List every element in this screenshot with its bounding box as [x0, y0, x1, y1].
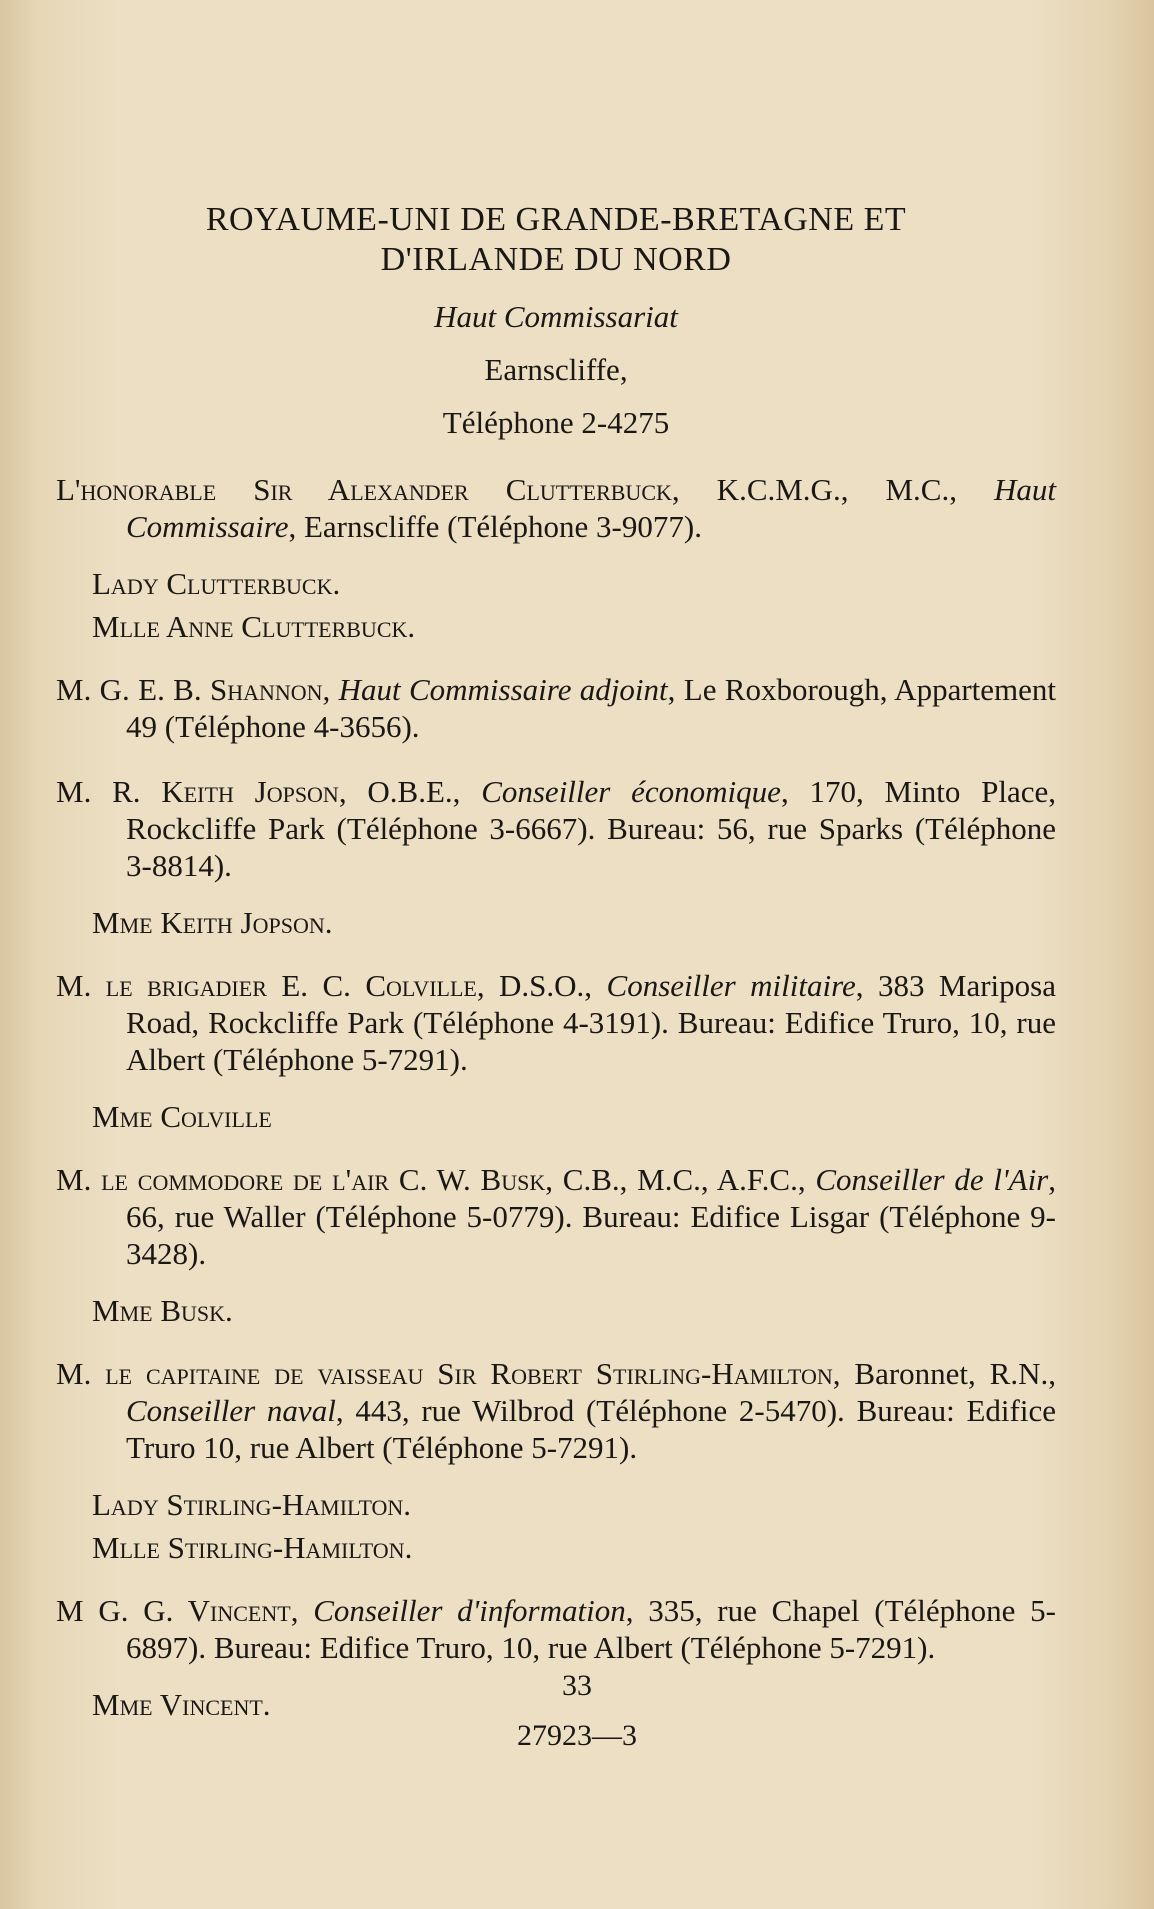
entry-name: Sir Robert Stirling-Hamilton — [437, 1356, 833, 1391]
entry-credentials: , D.S.O., — [476, 968, 607, 1003]
entry-family-member: Mlle Stirling-Hamilton. — [92, 1530, 413, 1565]
entry-details: , 443, rue Wilbrod (Téléphone 2-5470). Bureau: Edifice Truro 10, rue Albert (Téléphone 5-7291). — [126, 1393, 1056, 1465]
entry-family-member: Mme Keith Jopson. — [92, 905, 333, 940]
entry-text — [56, 1355, 1056, 1466]
entry-family-member: Mme Colville — [92, 1099, 272, 1134]
page-number: 33 — [562, 1669, 592, 1702]
entry-family-member: Lady Clutterbuck. — [92, 566, 341, 601]
entry-prefix: M. le capitaine de vaisseau — [56, 1356, 438, 1391]
entry-prefix: M. — [56, 672, 100, 707]
entry-credentials: , — [322, 672, 339, 707]
staff-entry — [56, 1355, 1056, 1566]
entry-role: Haut Commissaire — [126, 472, 1057, 544]
entry-text — [56, 1161, 1056, 1272]
entry-prefix: M — [56, 1593, 99, 1628]
entry-text — [56, 773, 1056, 884]
entry-text — [56, 1592, 1056, 1666]
entry-text — [56, 967, 1056, 1078]
staff-entry — [56, 671, 1056, 745]
entry-family-member: Lady Stirling-Hamilton. — [92, 1487, 412, 1522]
subtitle: Haut Commissariat — [434, 299, 678, 334]
entry-details: , 170, Minto Place, Rockcliffe Park (Téléphone 3-6667). Bureau: 56, rue Sparks (Téléphone 3-8814). — [126, 774, 1057, 883]
entry-prefix: M. — [56, 774, 113, 809]
entry-role: Conseiller de l'Air — [815, 1162, 1049, 1197]
entry-credentials: , Baronnet, R.N., — [832, 1356, 1056, 1391]
title-line-2: D'IRLANDE DU NORD — [380, 241, 732, 278]
entry-family-member: Mme Vincent. — [92, 1687, 271, 1722]
entry-text — [56, 471, 1056, 545]
staff-entry — [56, 1161, 1056, 1329]
staff-entry — [56, 967, 1056, 1135]
entry-family-member: Mme Busk. — [92, 1293, 233, 1328]
entry-credentials: , O.B.E., — [338, 774, 482, 809]
telephone: Téléphone 2-4275 — [442, 405, 670, 440]
page-title — [56, 200, 1056, 280]
entry-prefix: M. le brigadier — [56, 968, 282, 1003]
print-code: 27923—3 — [517, 1719, 637, 1752]
entry-name: E. C. Colville — [281, 968, 477, 1003]
entry-name: G. G. Vincent — [98, 1593, 291, 1628]
entry-credentials: , C.B., M.C., A.F.C., — [545, 1162, 816, 1197]
title-line-1: ROYAUME-UNI DE GRANDE-BRETAGNE ET — [205, 201, 907, 238]
entry-details: , Earnscliffe (Téléphone 3-9077). — [288, 509, 702, 544]
entry-details: , 335, rue Chapel (Téléphone 5-6897). Bureau: Edifice Truro, 10, rue Albert (Téléphone 5-7291). — [126, 1593, 1056, 1665]
entry-role: Conseiller d'information — [313, 1593, 626, 1628]
entry-details: , Le Roxborough, Appartement 49 (Téléphone 4-3656). — [126, 672, 1057, 744]
entry-prefix: L'honorable — [56, 472, 254, 507]
entry-text — [56, 671, 1056, 745]
document-body — [56, 200, 1056, 1749]
entry-name: R. Keith Jopson — [112, 774, 339, 809]
entry-role: Haut Commissaire adjoint — [338, 672, 668, 707]
staff-list — [56, 471, 1056, 1723]
entry-role: Conseiller naval — [126, 1393, 336, 1428]
entry-family-member: Mlle Anne Clutterbuck. — [92, 609, 416, 644]
entry-details: , 383 Mariposa Road, Rockcliffe Park (Téléphone 4-3191). Bureau: Edifice Truro, 10, rue Albert (Téléphone 5-7291). — [126, 968, 1056, 1077]
entry-credentials: , — [290, 1593, 314, 1628]
entry-role: Conseiller militaire — [606, 968, 856, 1003]
entry-name: G. E. B. Shannon — [99, 672, 323, 707]
address: Earnscliffe, — [484, 352, 628, 387]
entry-name: Sir Alexander Clutterbuck — [253, 472, 672, 507]
staff-entry — [56, 773, 1056, 941]
entry-role: Conseiller économique — [481, 774, 781, 809]
entry-name: C. W. Busk — [398, 1162, 546, 1197]
entry-prefix: M. le commodore de l'air — [56, 1162, 399, 1197]
entry-credentials: , K.C.M.G., M.C., — [671, 472, 995, 507]
staff-entry — [56, 471, 1056, 645]
entry-details: , 66, rue Waller (Téléphone 5-0779). Bureau: Edifice Lisgar (Téléphone 9-3428). — [126, 1162, 1057, 1271]
